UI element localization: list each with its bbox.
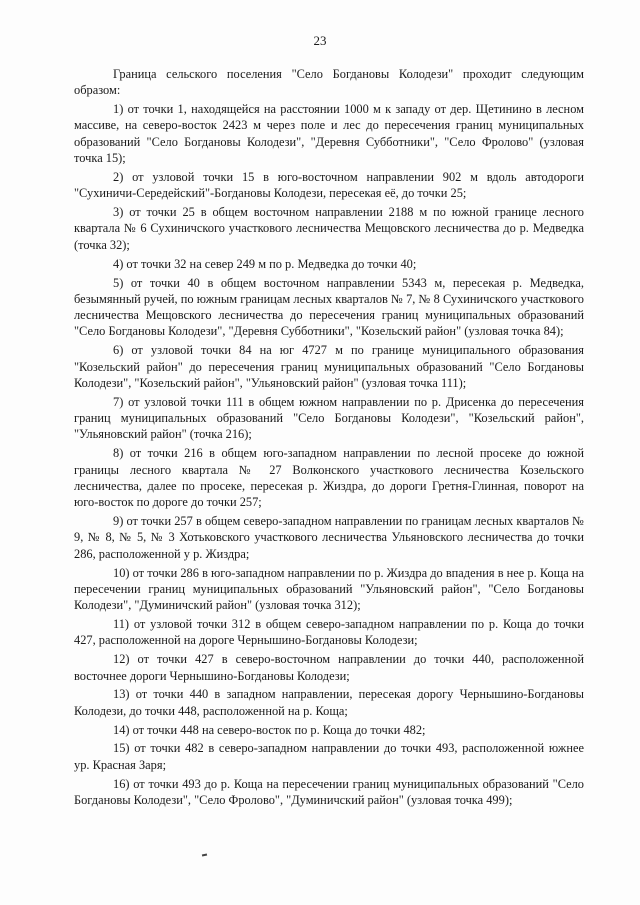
page-number: 23	[313, 33, 327, 48]
boundary-item-11: 11) от узловой точки 312 в общем северо-западном направлении по р. Коща до точки 427, расположенной на дороге Чернышино-Богдановы Колодези;	[74, 617, 584, 648]
boundary-item-3: 3) от точки 25 в общем восточном направлении 2188 м по южной границе лесного квартала № 6 Сухиничского участкового лесничества Мещовского лесничества до р. Медведка (точка 32);	[74, 205, 584, 252]
boundary-item-12: 12) от точки 427 в северо-восточном направлении до точки 440, расположенной восточнее дороги Чернышино-Богдановы Колодези;	[74, 652, 584, 683]
boundary-item-6: 6) от узловой точки 84 на юг 4727 м по границе муниципального образования "Козельский район" до пересечения границ муниципальных образований "Село Богдановы Колодези", "Козельский район", "Ульяновский район" (узловая точка 111);	[74, 343, 584, 390]
boundary-item-15: 15) от точки 482 в северо-западном направлении до точки 493, расположенной южнее ур. Красная Заря;	[74, 741, 584, 772]
document-body	[74, 66, 584, 811]
intro-paragraph: Граница сельского поселения "Село Богдановы Колодези" проходит следующим образом:	[74, 67, 584, 98]
boundary-item-16: 16) от точки 493 до р. Коща на пересечении границ муниципальных образований "Село Богдановы Колодези", "Село Фролово", "Думиничский район" (узловая точка 499);	[74, 776, 584, 807]
boundary-item-5: 5) от точки 40 в общем восточном направлении 5343 м, пересекая р. Медведка, безымянный ручей, по южным границам лесных кварталов № 7, № 8 Сухиничского участкового лесничества Мещовского лесничества до пересечения границ муниципальных образований "Село Богдановы Колодези", "Деревня Субботники", "Козельский район" (узловая точка 84);	[74, 275, 584, 339]
boundary-item-8: 8) от точки 216 в общем юго-западном направлении по лесной просеке до южной границы лесного квартала № 27 Волконского участкового лесничества Козельского лесничества, далее по просеке, пересекая р. Жиздра, до дороги Гретня-Глинная, поворот на юго-восток по дороге до точки 257;	[74, 446, 584, 510]
boundary-item-2: 2) от узловой точки 15 в юго-восточном направлении 902 м вдоль автодороги "Сухиничи-Середейский"-Богдановы Колодези, пересекая её, до точки 25;	[74, 169, 584, 201]
boundary-item-4: 4) от точки 32 на север 249 м по р. Медведка до точки 40;	[113, 256, 417, 271]
scan-mark	[202, 854, 207, 857]
boundary-item-13: 13) от точки 440 в западном направлении, пересекая дорогу Чернышино-Богдановы Колодези, до точки 448, расположенной на р. Коща;	[74, 687, 584, 718]
boundary-item-9: 9) от точки 257 в общем северо-западном направлении по границам лесных кварталов № 9, № 8, № 5, № 3 Хотьковского участкового лесничества Ульяновского лесничества до точки 286, расположенной у р. Жиздра;	[74, 514, 584, 561]
boundary-item-10: 10) от точки 286 в юго-западном направлении по р. Жиздра до впадения в нее р. Коща на пересечении границ муниципальных образований "Ульяновский район", "Село Богдановы Колодези", "Думиничский район" (узловая точка 312);	[74, 565, 584, 613]
boundary-item-7: 7) от узловой точки 111 в общем южном направлении по р. Дрисенка до пересечения границ муниципальных образований "Село Богдановы Колодези", "Козельский район", "Ульяновский район" (точка 216);	[74, 394, 584, 442]
boundary-item-14: 14) от точки 448 на северо-восток по р. Коща до точки 482;	[113, 722, 426, 737]
boundary-item-1: 1) от точки 1, находящейся на расстоянии 1000 м к западу от дер. Щетинино в лесном массиве, на северо-восток 2423 м через поле и лес до пересечения границ муниципальных образований "Село Богдановы Колодези", "Деревня Субботники", "Село Фролово" (узловая точка 15);	[74, 102, 584, 166]
